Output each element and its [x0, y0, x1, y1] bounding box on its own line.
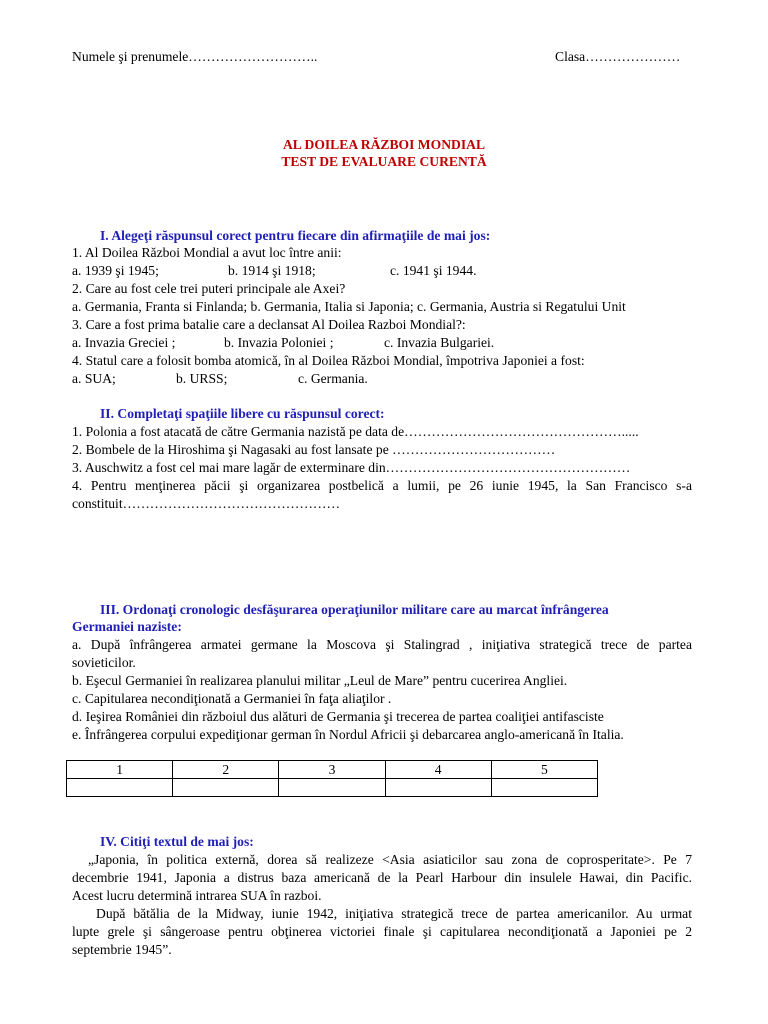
table-header-row	[67, 761, 598, 779]
name-field-label: Numele şi prenumele………………………..	[72, 49, 318, 64]
event-item-e: e. Înfrângerea corpului expediţionar german în Nordul Africii şi debarcarea anglo-americană în Italia.	[72, 727, 624, 742]
fill-in-item-2: 2. Bombele de la Hiroshima şi Nagasaki au fost lansate pe ………………………………	[72, 442, 556, 457]
section-4-heading: IV. Citiţi textul de mai jos:	[100, 834, 254, 849]
option-c: c. Invazia Bulgariei.	[384, 335, 495, 350]
text-line-4: După bătălia de la Midway, iunie 1942, iniţiativa strategică trece de partea americanilor. Au urmat	[96, 906, 692, 921]
option-a: a. SUA;	[72, 371, 116, 386]
page-subtitle: TEST DE EVALUARE CURENTĂ	[281, 154, 487, 169]
question-2: 2. Care au fost cele trei puteri principale ale Axei?	[72, 281, 346, 296]
section-3-heading-continued: Germaniei naziste:	[72, 619, 182, 634]
option-a: a. Invazia Greciei ;	[72, 335, 176, 350]
event-item-a: a. După înfrângerea armatei germane la Moscova şi Stalingrad , iniţiativa strategică trece de partea	[72, 637, 692, 652]
question-4: 4. Statul care a folosit bomba atomică, în al Doilea Război Mondial, împotriva Japoniei a fost:	[72, 353, 585, 368]
answer-cell[interactable]	[491, 779, 597, 797]
section-1-heading: I. Alegeţi răspunsul corect pentru fiecare din afirmaţiile de mai jos:	[100, 228, 491, 243]
question-2-options: a. Germania, Franta si Finlanda; b. Germania, Italia si Japonia; c. Germania, Austria si Regatului Unit	[72, 299, 626, 314]
option-a: a. 1939 şi 1945;	[72, 263, 159, 278]
event-item-b: b. Eşecul Germaniei în realizarea planului militar „Leul de Mare” pentru cucerirea Angliei.	[72, 673, 568, 688]
event-item-d: d. Ieşirea României din războiul dus alături de Germania şi trecerea de partea coaliţiei antifasciste	[72, 709, 604, 724]
table-header-cell: 1	[67, 761, 173, 779]
answer-cell[interactable]	[67, 779, 173, 797]
answer-cell[interactable]	[385, 779, 491, 797]
question-3: 3. Care a fost prima batalie care a declansat Al Doilea Razboi Mondial?:	[72, 317, 466, 332]
section-2-heading: II. Completaţi spaţiile libere cu răspunsul corect:	[100, 406, 385, 421]
option-b: b. Invazia Poloniei ;	[224, 335, 334, 350]
section-3-heading: III. Ordonaţi cronologic desfăşurarea operaţiunilor militare care au marcat înfrângerea	[100, 602, 609, 617]
class-field-label: Clasa…………………	[555, 49, 681, 64]
text-line-3: Acest lucru determină intrarea SUA în razboi.	[72, 888, 322, 903]
table-answer-row	[67, 779, 598, 797]
event-item-a-continued: sovieticilor.	[72, 655, 136, 670]
option-b: b. URSS;	[176, 371, 228, 386]
text-line-1: „Japonia, în politica externă, dorea să realizeze <Asia asiaticilor sau zona de coprosperitate>. Pe 7	[88, 852, 692, 867]
option-b: b. 1914 şi 1918;	[228, 263, 316, 278]
table-header-cell: 4	[385, 761, 491, 779]
answer-cell[interactable]	[173, 779, 279, 797]
table-header-cell: 2	[173, 761, 279, 779]
fill-in-item-4-continued: constituit…………………………………………	[72, 496, 341, 511]
fill-in-item-1: 1. Polonia a fost atacată de către Germania nazistă pe data de………………………………………….....	[72, 424, 639, 439]
question-1: 1. Al Doilea Război Mondial a avut loc între anii:	[72, 245, 342, 260]
fill-in-item-3: 3. Auschwitz a fost cel mai mare lagăr de exterminare din………………………………………………	[72, 460, 631, 475]
table-header-cell: 3	[279, 761, 385, 779]
table-header-cell: 5	[491, 761, 597, 779]
text-line-2: decembrie 1941, Japonia a distrus baza americană de la Pearl Harbour din insulele Hawai, din Pacific.	[72, 870, 692, 885]
text-line-6: septembrie 1945”.	[72, 942, 172, 957]
option-c: c. 1941 şi 1944.	[390, 263, 477, 278]
option-c: c. Germania.	[298, 371, 368, 386]
page-title: AL DOILEA RĂZBOI MONDIAL	[282, 137, 486, 152]
chronology-answer-table	[66, 760, 598, 797]
answer-cell[interactable]	[279, 779, 385, 797]
event-item-c: c. Capitularea necondiţionată a Germaniei în faţa aliaţilor .	[72, 691, 392, 706]
fill-in-item-4: 4. Pentru menţinerea păcii şi organizarea postbelică a lumii, pe 26 iunie 1945, la San Francisco s-a	[72, 478, 692, 493]
text-line-5: lupte grele şi sângeroase pentru obţinerea victoriei finale şi capitularea necondiţionată a Japoniei pe 2	[72, 924, 692, 939]
